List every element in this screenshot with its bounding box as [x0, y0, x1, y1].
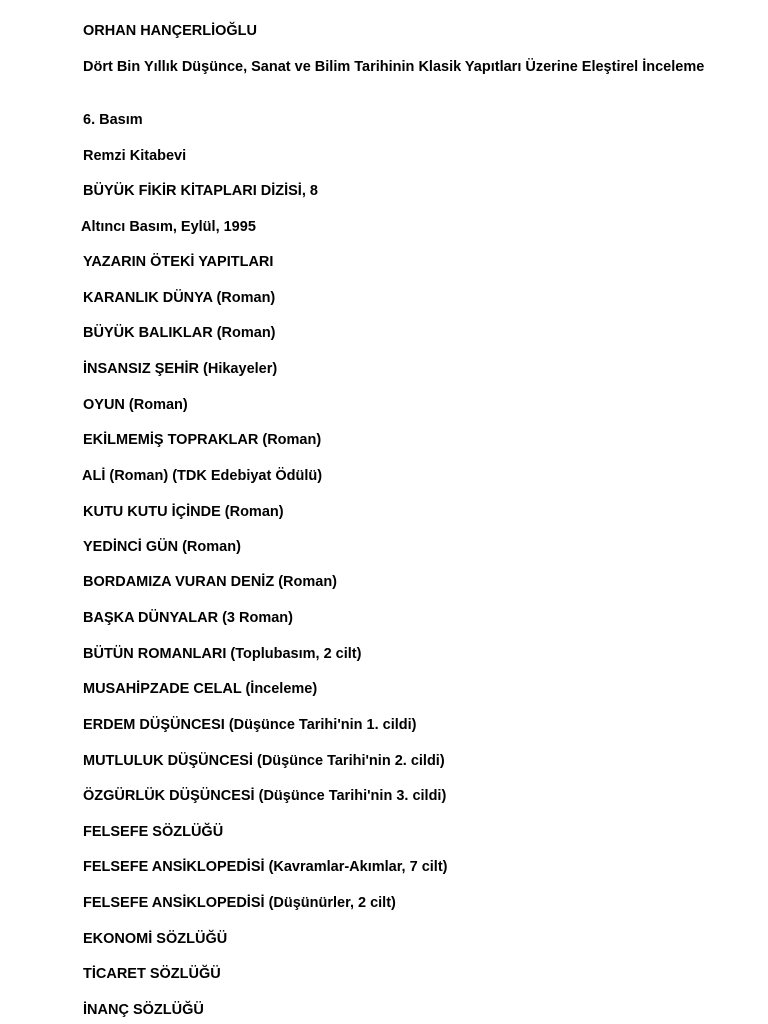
list-item: MUTLULUK DÜŞÜNCESİ (Düşünce Tarihi'nin 2. cildi): [83, 753, 445, 769]
list-item: FELSEFE ANSİKLOPEDİSİ (Düşünürler, 2 cilt): [83, 895, 396, 911]
publisher-name: Remzi Kitabevi: [83, 148, 187, 164]
list-item: FELSEFE ANSİKLOPEDİSİ (Kavramlar-Akımlar, 7 cilt): [83, 859, 448, 875]
list-item: BÜYÜK BALIKLAR (Roman): [83, 325, 276, 341]
edition-date: Altıncı Basım, Eylül, 1995: [81, 219, 256, 235]
other-works-heading: YAZARIN ÖTEKİ YAPITLARI: [83, 254, 274, 270]
list-item: FELSEFE SÖZLÜĞÜ: [83, 824, 224, 840]
author-name: ORHAN HANÇERLİOĞLU: [83, 23, 257, 39]
list-item: ÖZGÜRLÜK DÜŞÜNCESİ (Düşünce Tarihi'nin 3. cildi): [83, 788, 447, 804]
list-item: BAŞKA DÜNYALAR (3 Roman): [83, 610, 293, 626]
list-item: KARANLIK DÜNYA (Roman): [83, 290, 276, 306]
book-subtitle: Dört Bin Yıllık Düşünce, Sanat ve Bilim Tarihinin Klasik Yapıtları Üzerine Eleştirel İnceleme: [83, 59, 705, 75]
list-item: BÜTÜN ROMANLARI (Toplubasım, 2 cilt): [83, 646, 362, 662]
list-item: İNSANSIZ ŞEHİR (Hikayeler): [83, 361, 278, 377]
list-item: MUSAHİPZADE CELAL (İnceleme): [83, 681, 318, 697]
list-item: BORDAMIZA VURAN DENİZ (Roman): [83, 574, 338, 590]
list-item: TİCARET SÖZLÜĞÜ: [83, 966, 221, 982]
edition-number: 6. Basım: [83, 112, 143, 128]
list-item: YEDİNCİ GÜN (Roman): [83, 539, 241, 555]
list-item: KUTU KUTU İÇİNDE (Roman): [83, 504, 284, 520]
list-item: EKONOMİ SÖZLÜĞÜ: [83, 931, 228, 947]
list-item: İNANÇ SÖZLÜĞÜ: [83, 1002, 204, 1018]
list-item: ALİ (Roman) (TDK Edebiyat Ödülü): [82, 468, 323, 484]
list-item: ERDEM DÜŞÜNCESI (Düşünce Tarihi'nin 1. cildi): [83, 717, 417, 733]
list-item: EKİLMEMİŞ TOPRAKLAR (Roman): [83, 432, 322, 448]
list-item: OYUN (Roman): [83, 397, 188, 413]
series-name: BÜYÜK FİKİR KİTAPLARI DİZİSİ, 8: [83, 183, 318, 199]
